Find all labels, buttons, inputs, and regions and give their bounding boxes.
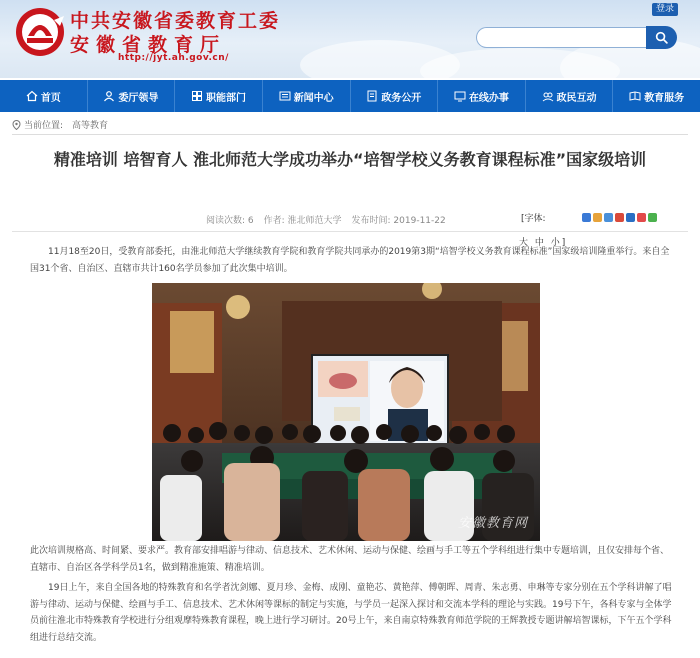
share-bar bbox=[582, 213, 657, 222]
site-logo[interactable] bbox=[14, 6, 66, 58]
news-icon bbox=[279, 90, 291, 102]
search-button[interactable] bbox=[646, 26, 677, 49]
share-icon[interactable] bbox=[637, 213, 646, 222]
home-icon bbox=[26, 90, 38, 102]
search-icon bbox=[655, 31, 668, 44]
article-photo bbox=[152, 283, 540, 541]
nav-item-label: 首页 bbox=[40, 92, 61, 104]
nav-item-home[interactable] bbox=[0, 80, 88, 112]
view-count: 阅读次数: 6 bbox=[206, 216, 254, 226]
publish-date: 发布时间: 2019-11-22 bbox=[351, 216, 446, 226]
nav-item-online-service[interactable] bbox=[438, 80, 526, 112]
breadcrumb bbox=[12, 118, 108, 131]
breadcrumb-link[interactable]: 高等教育 bbox=[72, 121, 109, 131]
nav-item-leaders[interactable] bbox=[88, 80, 176, 112]
site-url: http://jyt.ah.gov.cn/ bbox=[118, 53, 229, 63]
nav-item-label: 职能部门 bbox=[206, 92, 247, 104]
nav-item-news[interactable] bbox=[263, 80, 351, 112]
divider bbox=[12, 231, 688, 232]
article-meta bbox=[206, 213, 446, 226]
article-title: 精准培训 培智育人 淮北师范大学成功举办“培智学校义务教育课程标准”国家级培训 bbox=[53, 150, 647, 169]
leaders-icon bbox=[103, 90, 115, 102]
online-service-icon bbox=[454, 90, 466, 102]
font-size-label: [字体: bbox=[521, 214, 546, 224]
nav-item-label: 委厅领导 bbox=[118, 92, 159, 104]
nav-item-interaction[interactable] bbox=[526, 80, 614, 112]
share-icon[interactable] bbox=[593, 213, 602, 222]
affairs-icon bbox=[366, 90, 378, 102]
article-paragraph: 此次培训规格高、时间紧、要求严。教育部安排唱游与律动、信息技术、艺术休闲、运动与保健、绘画与手工等五个学科组进行集中专题培训，且仅安排每个省、直辖市、自治区各学科学员1名，做到精准施策、精准培训。 bbox=[30, 546, 670, 573]
location-pin-icon bbox=[12, 120, 21, 130]
article-author: 作者: 淮北师范大学 bbox=[263, 216, 342, 226]
photo-watermark: 安徽教育网 bbox=[457, 516, 528, 531]
nav-item-label: 政务公开 bbox=[381, 92, 422, 104]
divider bbox=[12, 134, 688, 135]
nav-item-affairs[interactable] bbox=[351, 80, 439, 112]
conference-photo bbox=[152, 283, 540, 541]
share-icon[interactable] bbox=[626, 213, 635, 222]
search-input[interactable] bbox=[476, 27, 646, 48]
article-paragraph: 19日上午，来自全国各地的特殊教育和名学者沈剑娜、夏月珍、金梅、成刚、童艳芯、黄艳萍、傅朝晖、周青、朱志勇、申琳等专家分别在五个学科讲解了唱游与律动、运动与保健、绘画与手工、信息技术、艺术休闲等课标的制定与实施，与学员一起深入探讨和交流本学科的理论与实践。19号下午，各科专家与全体学员前往淮北市特殊教育学校进行分组观摩特殊教育课程，晚上进行学习研讨。20号上午，来自南京特殊教育师范学院的王辉教授专题讲解培智课标，下午五个学科组进行总结交流。 bbox=[30, 583, 672, 643]
share-icon[interactable] bbox=[648, 213, 657, 222]
site-header bbox=[0, 0, 700, 78]
interaction-icon bbox=[542, 90, 554, 102]
share-icon[interactable] bbox=[582, 213, 591, 222]
share-icon[interactable] bbox=[615, 213, 624, 222]
nav-item-education-service[interactable] bbox=[613, 80, 700, 112]
nav-item-departments[interactable] bbox=[175, 80, 263, 112]
nav-item-label: 在线办事 bbox=[468, 92, 509, 104]
breadcrumb-prefix: 当前位置: bbox=[24, 121, 64, 131]
share-icon[interactable] bbox=[604, 213, 613, 222]
main-nav bbox=[0, 80, 700, 112]
article-paragraph: 11月18至20日，受教育部委托，由淮北师范大学继续教育学院和教育学院共同承办的2019第3期“培智学校义务教育课程标准”国家级培训隆重举行。来自全国31个省、自治区、直辖市共计160名学员参加了此次集中培训。 bbox=[30, 247, 670, 274]
site-title-line1: 中共安徽省委教育工委 bbox=[70, 10, 281, 32]
login-button[interactable]: 登录 bbox=[652, 3, 678, 16]
education-service-icon bbox=[629, 90, 641, 102]
site-title-line2: 安徽省教育厅 bbox=[70, 34, 227, 56]
font-size-options[interactable]: 大 中 小] bbox=[519, 238, 568, 248]
nav-item-label: 教育服务 bbox=[644, 92, 685, 104]
nav-item-label: 新闻中心 bbox=[293, 92, 334, 104]
nav-item-label: 政民互动 bbox=[556, 92, 597, 104]
departments-icon bbox=[191, 90, 203, 102]
